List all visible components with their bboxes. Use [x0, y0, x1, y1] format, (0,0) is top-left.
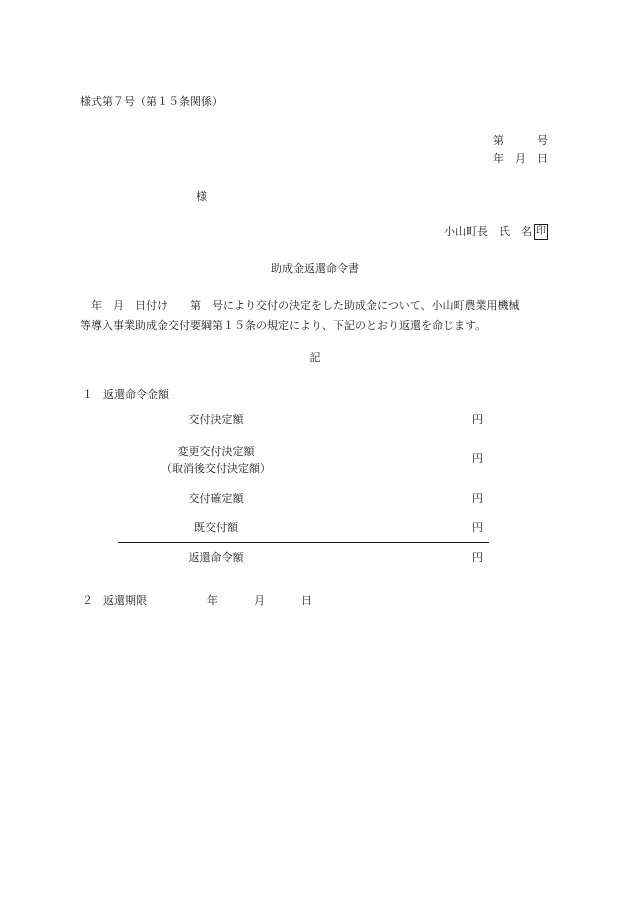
yen-unit: 円	[472, 521, 483, 534]
yen-unit: 円	[472, 413, 483, 426]
amount-label: 既交付額	[194, 521, 238, 534]
document-title: 助成金返還命令書	[271, 262, 359, 275]
yen-unit: 円	[472, 452, 483, 465]
recipient-suffix: 様	[196, 190, 207, 203]
issuer-block	[444, 224, 548, 240]
amount-label: 返還命令額	[188, 551, 244, 564]
amount-label-line-2: （取消後交付決定額）	[161, 462, 271, 475]
body-paragraph	[80, 296, 550, 336]
section-1-title: 返還命令金額	[103, 388, 169, 401]
yen-unit: 円	[472, 492, 483, 505]
yen-unit: 円	[472, 551, 483, 564]
amount-label	[118, 443, 314, 477]
section-1-heading	[82, 388, 169, 401]
form-label: 様式第７号（第１５条関係）	[80, 95, 223, 108]
issuer-name: 小山町長 氏 名	[444, 225, 532, 239]
section-2-heading	[82, 594, 312, 607]
section-2-number: ２	[82, 594, 93, 607]
deadline-month: 月	[254, 594, 265, 607]
section-2-title: 返還期限	[103, 594, 147, 607]
document-number: 第 号	[493, 134, 548, 147]
section-1-number: １	[82, 388, 93, 401]
seal-mark: 印	[534, 224, 548, 240]
amount-label: 交付確定額	[188, 492, 244, 505]
document-date: 年 月 日	[493, 152, 548, 165]
deadline-day: 日	[301, 594, 312, 607]
body-line-1: 年 月 日付け 第 号により交付の決定をした助成金について、小山町農業用機械	[80, 299, 520, 312]
total-divider-line	[118, 542, 489, 543]
deadline-year: 年	[207, 594, 218, 607]
amount-label: 交付決定額	[188, 413, 244, 426]
body-line-2: 等導入事業助成金交付要綱第１５条の規定により、下記のとおり返還を命じます。	[80, 319, 487, 332]
amount-label-line-1: 変更交付決定額	[177, 445, 255, 458]
ki-heading: 記	[309, 351, 321, 364]
